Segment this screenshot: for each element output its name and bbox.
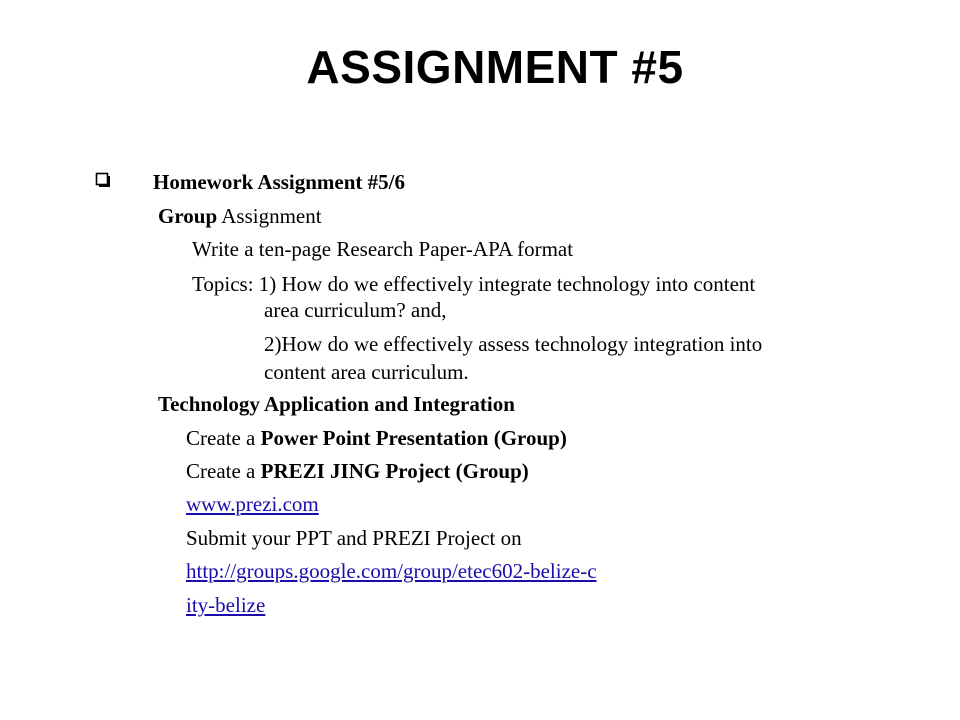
checkbox-bullet-icon <box>95 172 111 188</box>
topics-line-1: Topics: 1) How do we effectively integrate technology into content <box>192 272 756 296</box>
prezi-prefix: Create a <box>186 459 261 483</box>
topics-line-4: content area curriculum. <box>264 360 469 384</box>
topics-line-3: 2)How do we effectively assess technology integration into <box>264 332 763 356</box>
submit-line: Submit your PPT and PREZI Project on <box>186 526 522 550</box>
homework-heading: Homework Assignment #5/6 <box>153 170 405 194</box>
powerpoint-item <box>186 426 567 450</box>
google-group-link-line-1[interactable]: http://groups.google.com/group/etec602-belize-c <box>186 559 597 583</box>
topics-line-2: area curriculum? and, <box>264 298 447 322</box>
research-paper-line: Write a ten-page Research Paper-APA format <box>192 237 574 261</box>
powerpoint-bold: Power Point Presentation (Group) <box>260 426 567 450</box>
slide-title: ASSIGNMENT #5 <box>306 41 684 93</box>
group-assignment-heading <box>158 204 322 228</box>
prezi-bold: PREZI JING Project (Group) <box>260 459 529 483</box>
assignment-label: Assignment <box>217 204 322 228</box>
google-group-link-line-2[interactable]: ity-belize <box>186 593 266 617</box>
powerpoint-prefix: Create a <box>186 426 261 450</box>
group-label: Group <box>158 204 218 228</box>
tech-heading: Technology Application and Integration <box>158 392 515 416</box>
prezi-item <box>186 459 529 483</box>
prezi-link[interactable]: www.prezi.com <box>186 492 319 516</box>
